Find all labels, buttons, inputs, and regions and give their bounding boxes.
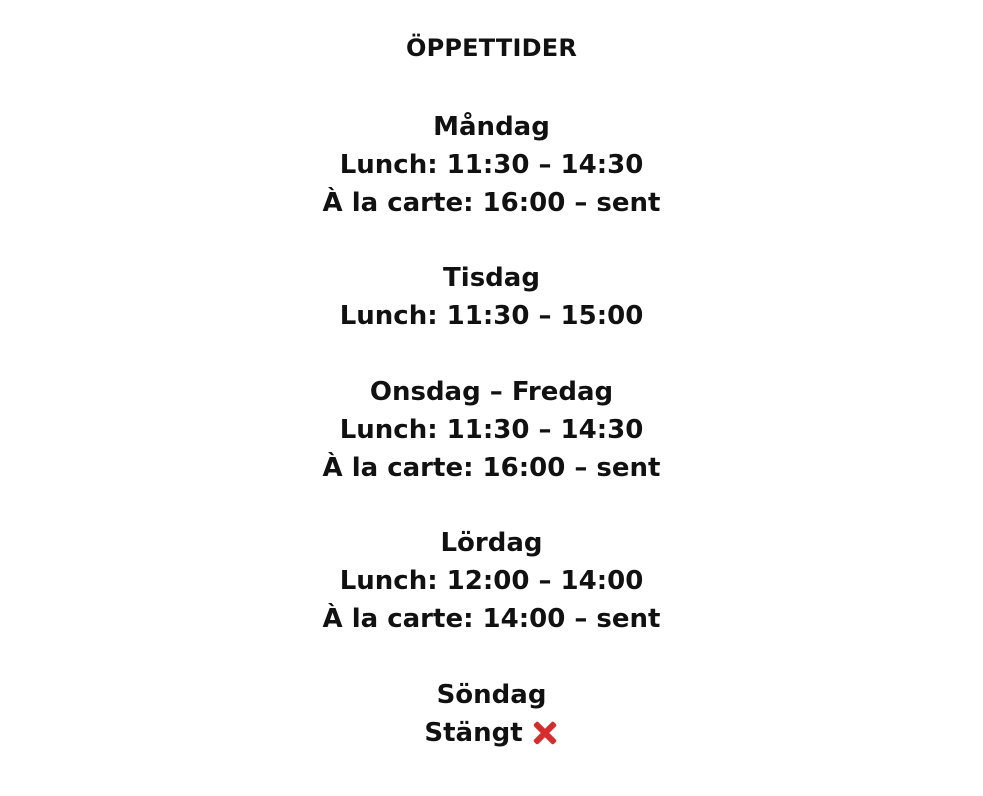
day-block-sunday — [0, 677, 983, 753]
lunch-hours: Lunch: 11:30 – 15:00 — [339, 301, 644, 332]
day-name: Onsdag – Fredag — [369, 376, 614, 407]
day-name: Söndag — [436, 679, 547, 710]
day-block-wednesday-friday — [0, 374, 983, 487]
a-la-carte-hours: À la carte: 16:00 – sent — [322, 452, 661, 483]
day-name: Lördag — [440, 528, 543, 559]
closed-line — [0, 715, 983, 753]
day-block-tuesday — [0, 260, 983, 336]
closed-status — [424, 715, 558, 753]
a-la-carte-hours: À la carte: 16:00 – sent — [322, 187, 661, 218]
lunch-hours: Lunch: 11:30 – 14:30 — [339, 149, 644, 180]
day-name: Måndag — [433, 112, 550, 142]
day-block-saturday — [0, 525, 983, 638]
day-name: Tisdag — [443, 263, 540, 294]
closed-label: Stängt — [424, 717, 523, 748]
schedule — [0, 109, 983, 752]
day-block-monday — [0, 109, 983, 222]
lunch-hours: Lunch: 11:30 – 14:30 — [339, 414, 644, 445]
page-title: ÖPPETTIDER — [406, 34, 577, 62]
a-la-carte-hours: À la carte: 14:00 – sent — [322, 603, 661, 634]
cross-mark-icon — [531, 719, 559, 747]
lunch-hours: Lunch: 12:00 – 14:00 — [339, 566, 644, 597]
